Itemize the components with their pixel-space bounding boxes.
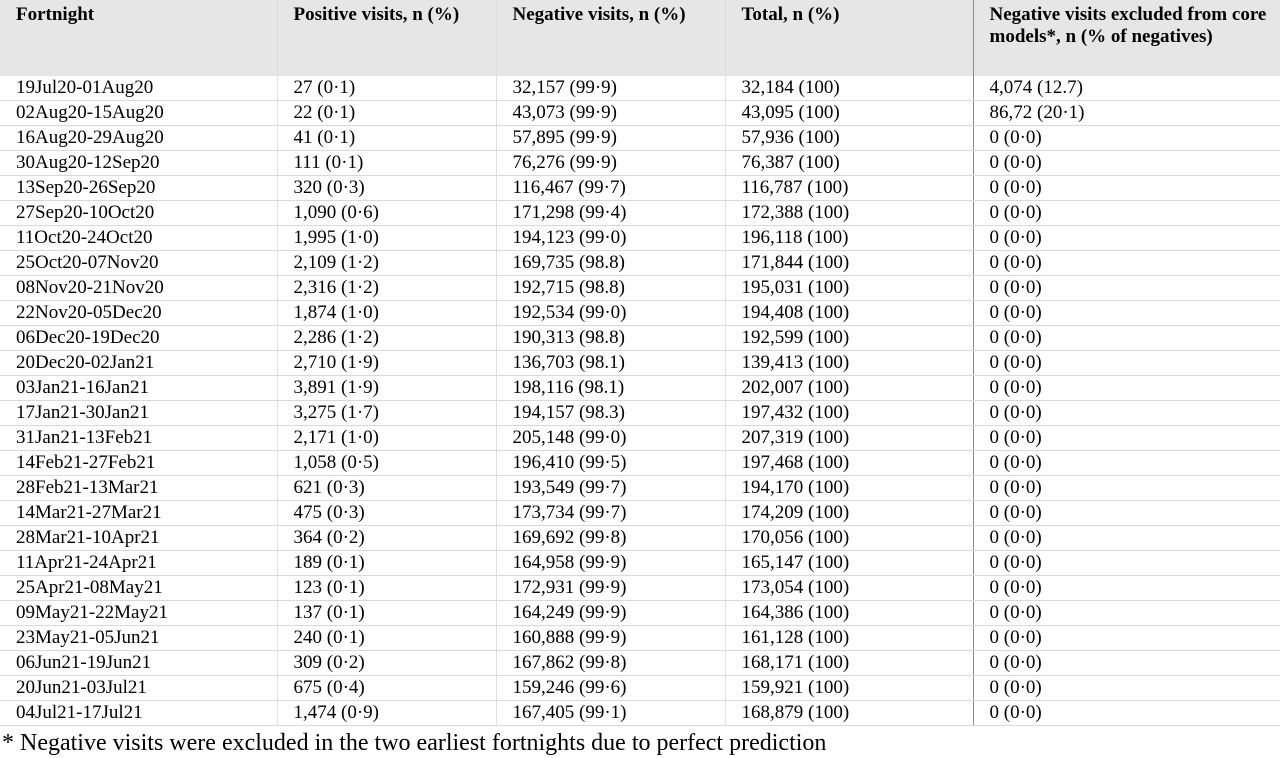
header-positive-visits: Positive visits, n (%) bbox=[277, 0, 496, 76]
cell-total: 174,209 (100) bbox=[725, 501, 973, 526]
cell-negative-excluded: 0 (0·0) bbox=[973, 551, 1280, 576]
cell-total: 197,432 (100) bbox=[725, 401, 973, 426]
cell-negative-excluded: 0 (0·0) bbox=[973, 426, 1280, 451]
cell-negative-excluded: 0 (0·0) bbox=[973, 676, 1280, 701]
header-negative-excluded: Negative visits excluded from core models*, n (% of negatives) bbox=[973, 0, 1280, 76]
cell-positive-visits: 137 (0·1) bbox=[277, 601, 496, 626]
table-row bbox=[0, 276, 1280, 301]
table-row bbox=[0, 176, 1280, 201]
cell-positive-visits: 2,171 (1·0) bbox=[277, 426, 496, 451]
table-row bbox=[0, 551, 1280, 576]
cell-fortnight: 28Feb21-13Mar21 bbox=[0, 476, 277, 501]
table-row bbox=[0, 626, 1280, 651]
cell-fortnight: 30Aug20-12Sep20 bbox=[0, 151, 277, 176]
cell-negative-visits: 198,116 (98.1) bbox=[496, 376, 725, 401]
cell-total: 116,787 (100) bbox=[725, 176, 973, 201]
cell-negative-excluded: 0 (0·0) bbox=[973, 251, 1280, 276]
cell-negative-excluded: 0 (0·0) bbox=[973, 501, 1280, 526]
cell-total: 165,147 (100) bbox=[725, 551, 973, 576]
table-row bbox=[0, 526, 1280, 551]
cell-negative-visits: 169,692 (99·8) bbox=[496, 526, 725, 551]
cell-negative-excluded: 0 (0·0) bbox=[973, 176, 1280, 201]
table-row bbox=[0, 201, 1280, 226]
cell-total: 76,387 (100) bbox=[725, 151, 973, 176]
table-row bbox=[0, 601, 1280, 626]
table-row bbox=[0, 651, 1280, 676]
cell-fortnight: 25Oct20-07Nov20 bbox=[0, 251, 277, 276]
table-row bbox=[0, 251, 1280, 276]
table-row bbox=[0, 126, 1280, 151]
cell-negative-excluded: 0 (0·0) bbox=[973, 351, 1280, 376]
cell-total: 170,056 (100) bbox=[725, 526, 973, 551]
cell-total: 194,408 (100) bbox=[725, 301, 973, 326]
cell-negative-visits: 196,410 (99·5) bbox=[496, 451, 725, 476]
table-row bbox=[0, 501, 1280, 526]
header-total: Total, n (%) bbox=[725, 0, 973, 76]
cell-positive-visits: 364 (0·2) bbox=[277, 526, 496, 551]
cell-negative-visits: 169,735 (98.8) bbox=[496, 251, 725, 276]
table-row bbox=[0, 301, 1280, 326]
cell-fortnight: 31Jan21-13Feb21 bbox=[0, 426, 277, 451]
cell-negative-visits: 164,958 (99·9) bbox=[496, 551, 725, 576]
cell-negative-visits: 192,534 (99·0) bbox=[496, 301, 725, 326]
cell-negative-excluded: 0 (0·0) bbox=[973, 601, 1280, 626]
cell-positive-visits: 111 (0·1) bbox=[277, 151, 496, 176]
cell-negative-visits: 76,276 (99·9) bbox=[496, 151, 725, 176]
cell-fortnight: 11Oct20-24Oct20 bbox=[0, 226, 277, 251]
cell-positive-visits: 1,058 (0·5) bbox=[277, 451, 496, 476]
cell-positive-visits: 2,316 (1·2) bbox=[277, 276, 496, 301]
cell-total: 171,844 (100) bbox=[725, 251, 973, 276]
cell-total: 168,171 (100) bbox=[725, 651, 973, 676]
cell-negative-visits: 205,148 (99·0) bbox=[496, 426, 725, 451]
cell-total: 168,879 (100) bbox=[725, 701, 973, 726]
cell-negative-excluded: 0 (0·0) bbox=[973, 301, 1280, 326]
cell-fortnight: 06Jun21-19Jun21 bbox=[0, 651, 277, 676]
cell-positive-visits: 2,286 (1·2) bbox=[277, 326, 496, 351]
cell-total: 194,170 (100) bbox=[725, 476, 973, 501]
table-row bbox=[0, 351, 1280, 376]
cell-positive-visits: 1,090 (0·6) bbox=[277, 201, 496, 226]
cell-total: 57,936 (100) bbox=[725, 126, 973, 151]
cell-negative-visits: 194,157 (98.3) bbox=[496, 401, 725, 426]
table-row bbox=[0, 326, 1280, 351]
cell-positive-visits: 123 (0·1) bbox=[277, 576, 496, 601]
cell-negative-excluded: 0 (0·0) bbox=[973, 226, 1280, 251]
table-row bbox=[0, 451, 1280, 476]
cell-total: 207,319 (100) bbox=[725, 426, 973, 451]
cell-fortnight: 20Jun21-03Jul21 bbox=[0, 676, 277, 701]
cell-positive-visits: 3,891 (1·9) bbox=[277, 376, 496, 401]
cell-fortnight: 23May21-05Jun21 bbox=[0, 626, 277, 651]
cell-positive-visits: 309 (0·2) bbox=[277, 651, 496, 676]
cell-fortnight: 17Jan21-30Jan21 bbox=[0, 401, 277, 426]
cell-total: 195,031 (100) bbox=[725, 276, 973, 301]
cell-total: 159,921 (100) bbox=[725, 676, 973, 701]
cell-negative-visits: 172,931 (99·9) bbox=[496, 576, 725, 601]
cell-fortnight: 04Jul21-17Jul21 bbox=[0, 701, 277, 726]
cell-fortnight: 08Nov20-21Nov20 bbox=[0, 276, 277, 301]
cell-total: 202,007 (100) bbox=[725, 376, 973, 401]
cell-negative-excluded: 0 (0·0) bbox=[973, 376, 1280, 401]
cell-fortnight: 27Sep20-10Oct20 bbox=[0, 201, 277, 226]
cell-total: 192,599 (100) bbox=[725, 326, 973, 351]
cell-total: 43,095 (100) bbox=[725, 101, 973, 126]
table-row bbox=[0, 701, 1280, 726]
cell-total: 161,128 (100) bbox=[725, 626, 973, 651]
cell-total: 172,388 (100) bbox=[725, 201, 973, 226]
cell-positive-visits: 27 (0·1) bbox=[277, 76, 496, 101]
header-negative-visits: Negative visits, n (%) bbox=[496, 0, 725, 76]
cell-fortnight: 13Sep20-26Sep20 bbox=[0, 176, 277, 201]
cell-total: 32,184 (100) bbox=[725, 76, 973, 101]
cell-fortnight: 14Feb21-27Feb21 bbox=[0, 451, 277, 476]
cell-fortnight: 03Jan21-16Jan21 bbox=[0, 376, 277, 401]
cell-negative-excluded: 86,72 (20·1) bbox=[973, 101, 1280, 126]
table-row bbox=[0, 476, 1280, 501]
cell-total: 173,054 (100) bbox=[725, 576, 973, 601]
cell-negative-visits: 192,715 (98.8) bbox=[496, 276, 725, 301]
cell-fortnight: 11Apr21-24Apr21 bbox=[0, 551, 277, 576]
cell-positive-visits: 1,995 (1·0) bbox=[277, 226, 496, 251]
table-row bbox=[0, 226, 1280, 251]
cell-total: 164,386 (100) bbox=[725, 601, 973, 626]
cell-positive-visits: 2,109 (1·2) bbox=[277, 251, 496, 276]
table-row bbox=[0, 76, 1280, 101]
cell-negative-visits: 193,549 (99·7) bbox=[496, 476, 725, 501]
cell-positive-visits: 2,710 (1·9) bbox=[277, 351, 496, 376]
cell-negative-visits: 159,246 (99·6) bbox=[496, 676, 725, 701]
cell-positive-visits: 240 (0·1) bbox=[277, 626, 496, 651]
cell-negative-visits: 167,405 (99·1) bbox=[496, 701, 725, 726]
cell-negative-visits: 57,895 (99·9) bbox=[496, 126, 725, 151]
cell-negative-visits: 167,862 (99·8) bbox=[496, 651, 725, 676]
cell-positive-visits: 621 (0·3) bbox=[277, 476, 496, 501]
cell-negative-visits: 160,888 (99·9) bbox=[496, 626, 725, 651]
cell-negative-excluded: 0 (0·0) bbox=[973, 626, 1280, 651]
header-fortnight: Fortnight bbox=[0, 0, 277, 76]
cell-negative-visits: 190,313 (98.8) bbox=[496, 326, 725, 351]
cell-negative-excluded: 0 (0·0) bbox=[973, 701, 1280, 726]
cell-positive-visits: 475 (0·3) bbox=[277, 501, 496, 526]
table-row bbox=[0, 101, 1280, 126]
cell-total: 196,118 (100) bbox=[725, 226, 973, 251]
cell-negative-excluded: 0 (0·0) bbox=[973, 126, 1280, 151]
cell-fortnight: 25Apr21-08May21 bbox=[0, 576, 277, 601]
cell-negative-visits: 43,073 (99·9) bbox=[496, 101, 725, 126]
cell-fortnight: 19Jul20-01Aug20 bbox=[0, 76, 277, 101]
cell-negative-excluded: 0 (0·0) bbox=[973, 526, 1280, 551]
cell-fortnight: 28Mar21-10Apr21 bbox=[0, 526, 277, 551]
cell-total: 139,413 (100) bbox=[725, 351, 973, 376]
cell-fortnight: 14Mar21-27Mar21 bbox=[0, 501, 277, 526]
cell-negative-excluded: 0 (0·0) bbox=[973, 476, 1280, 501]
cell-fortnight: 09May21-22May21 bbox=[0, 601, 277, 626]
cell-negative-excluded: 0 (0·0) bbox=[973, 401, 1280, 426]
table-row bbox=[0, 376, 1280, 401]
cell-negative-visits: 164,249 (99·9) bbox=[496, 601, 725, 626]
table-row bbox=[0, 151, 1280, 176]
table-footnote: * Negative visits were excluded in the two earliest fortnights due to perfect prediction bbox=[2, 730, 827, 756]
cell-negative-visits: 136,703 (98.1) bbox=[496, 351, 725, 376]
table-header-row bbox=[0, 0, 1280, 76]
cell-fortnight: 16Aug20-29Aug20 bbox=[0, 126, 277, 151]
table-body bbox=[0, 76, 1280, 726]
cell-negative-visits: 173,734 (99·7) bbox=[496, 501, 725, 526]
cell-fortnight: 06Dec20-19Dec20 bbox=[0, 326, 277, 351]
cell-positive-visits: 22 (0·1) bbox=[277, 101, 496, 126]
cell-negative-excluded: 4,074 (12.7) bbox=[973, 76, 1280, 101]
table-row bbox=[0, 576, 1280, 601]
cell-positive-visits: 3,275 (1·7) bbox=[277, 401, 496, 426]
cell-positive-visits: 41 (0·1) bbox=[277, 126, 496, 151]
cell-negative-visits: 171,298 (99·4) bbox=[496, 201, 725, 226]
cell-negative-excluded: 0 (0·0) bbox=[973, 651, 1280, 676]
cell-total: 197,468 (100) bbox=[725, 451, 973, 476]
table-row bbox=[0, 676, 1280, 701]
cell-negative-excluded: 0 (0·0) bbox=[973, 326, 1280, 351]
cell-negative-excluded: 0 (0·0) bbox=[973, 276, 1280, 301]
cell-negative-excluded: 0 (0·0) bbox=[973, 151, 1280, 176]
cell-positive-visits: 1,874 (1·0) bbox=[277, 301, 496, 326]
cell-negative-excluded: 0 (0·0) bbox=[973, 201, 1280, 226]
cell-positive-visits: 189 (0·1) bbox=[277, 551, 496, 576]
cell-negative-excluded: 0 (0·0) bbox=[973, 451, 1280, 476]
cell-negative-excluded: 0 (0·0) bbox=[973, 576, 1280, 601]
cell-fortnight: 22Nov20-05Dec20 bbox=[0, 301, 277, 326]
cell-negative-visits: 32,157 (99·9) bbox=[496, 76, 725, 101]
table-row bbox=[0, 426, 1280, 451]
cell-negative-visits: 116,467 (99·7) bbox=[496, 176, 725, 201]
cell-fortnight: 02Aug20-15Aug20 bbox=[0, 101, 277, 126]
cell-fortnight: 20Dec20-02Jan21 bbox=[0, 351, 277, 376]
cell-positive-visits: 1,474 (0·9) bbox=[277, 701, 496, 726]
cell-negative-visits: 194,123 (99·0) bbox=[496, 226, 725, 251]
cell-positive-visits: 675 (0·4) bbox=[277, 676, 496, 701]
cell-positive-visits: 320 (0·3) bbox=[277, 176, 496, 201]
table-row bbox=[0, 401, 1280, 426]
